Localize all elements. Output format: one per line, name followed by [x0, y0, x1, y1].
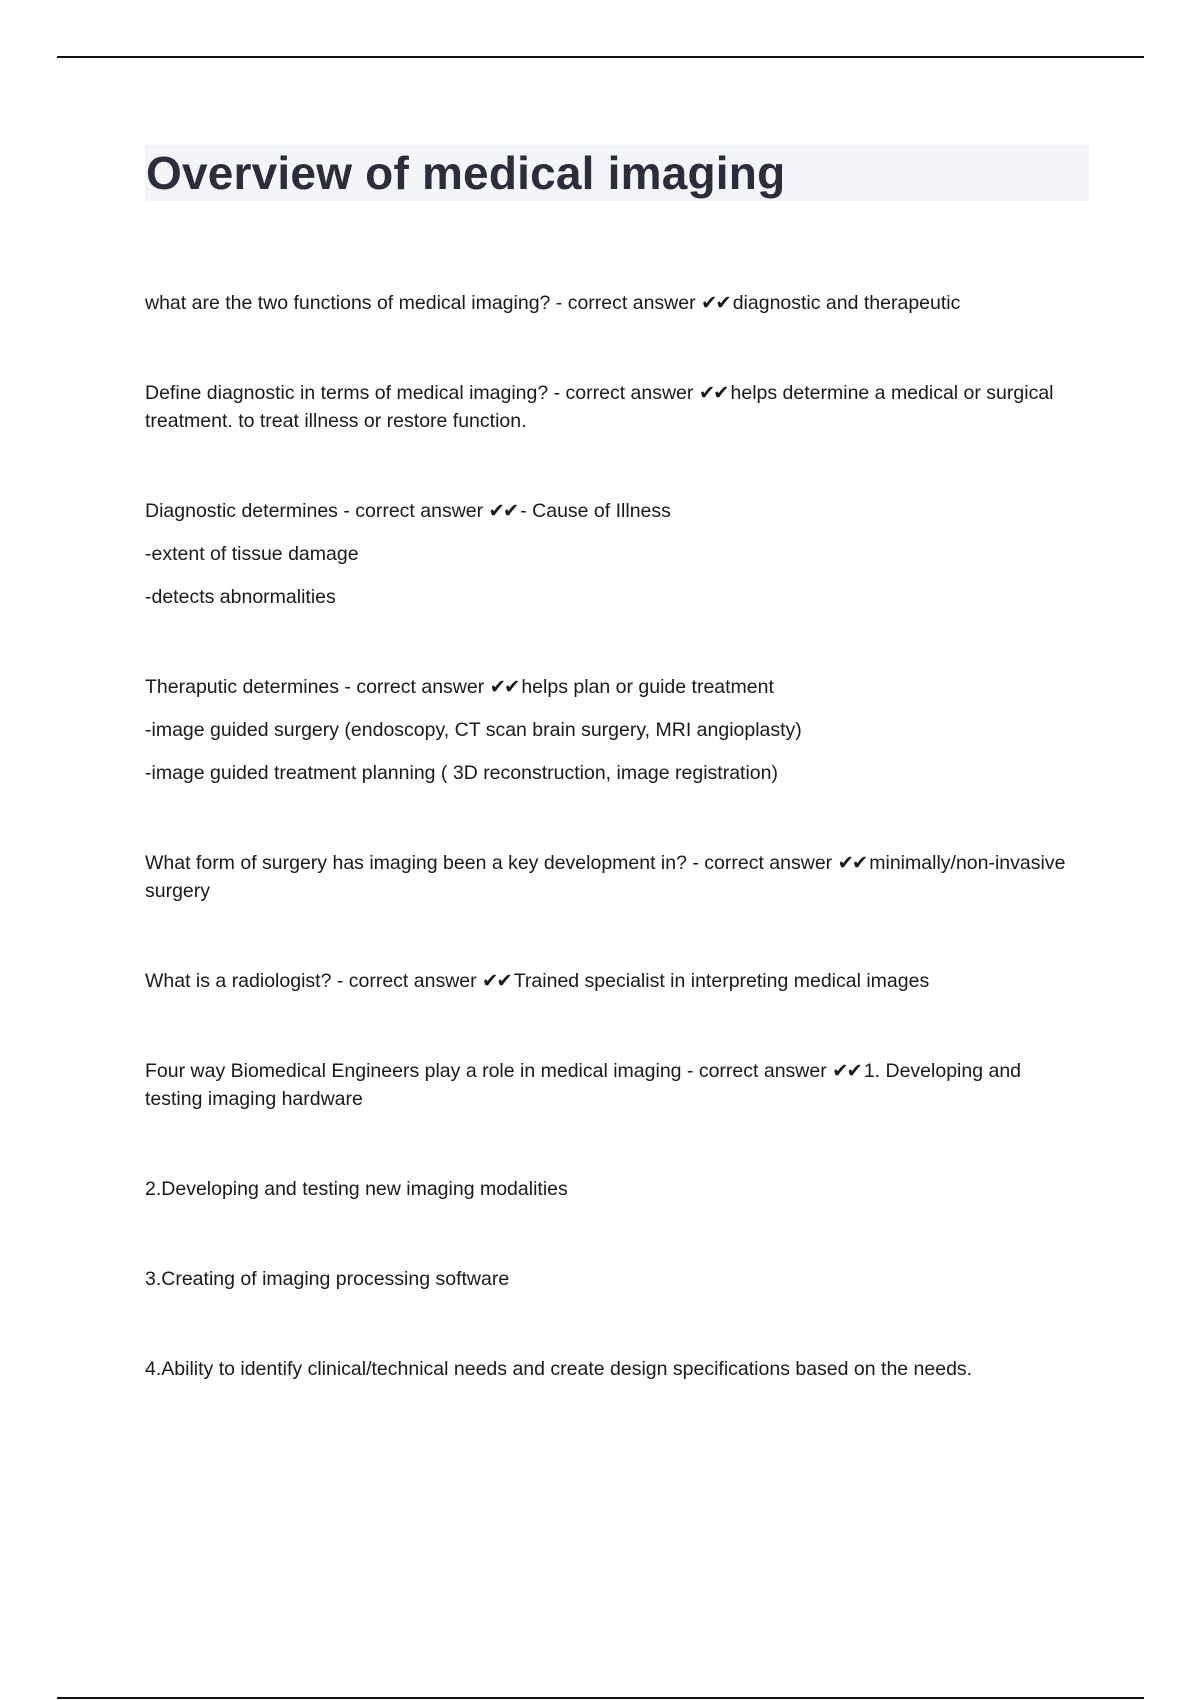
answer-text: minimally/non-invasive surgery: [145, 852, 1066, 902]
check-mark-icon: ✔✔: [698, 382, 728, 404]
qa-item: [145, 1057, 1075, 1113]
answer-text: diagnostic and therapeutic: [732, 292, 961, 314]
qa-line: [145, 673, 1075, 701]
document-body: [145, 289, 1075, 1445]
qa-line: [145, 849, 1075, 905]
question-text: Theraputic determines - correct answer: [145, 676, 490, 698]
question-text: Four way Biomedical Engineers play a role in medical imaging - correct answer: [145, 1060, 833, 1082]
check-mark-icon: ✔✔: [832, 1060, 861, 1082]
qa-line: [145, 289, 1075, 317]
question-text: Diagnostic determines - correct answer: [145, 500, 489, 522]
detail-line: -image guided treatment planning ( 3D reconstruction, image registration): [145, 762, 778, 784]
paragraph-text: 4.Ability to identify clinical/technical needs and create design specifications based on the needs.: [145, 1358, 973, 1380]
qa-item: [145, 379, 1075, 435]
header-rule: [57, 56, 1144, 58]
detail-line: -image guided surgery (endoscopy, CT scan brain surgery, MRI angioplasty): [145, 719, 802, 741]
qa-item: [145, 497, 1075, 611]
check-mark-icon: ✔✔: [701, 292, 730, 314]
qa-line: [145, 1057, 1075, 1113]
page-title: Overview of medical imaging: [146, 147, 786, 199]
answer-text: - Cause of Illness: [520, 500, 671, 522]
qa-item: [145, 673, 1075, 787]
qa-item: [145, 289, 1075, 317]
paragraph-item: [145, 1175, 1075, 1203]
answer-text: Trained specialist in interpreting medical images: [513, 970, 930, 992]
qa-line: [145, 967, 1075, 995]
qa-line: [145, 379, 1075, 435]
detail-line: -detects abnormalities: [145, 586, 336, 608]
question-text: what are the two functions of medical imaging? - correct answer: [145, 292, 702, 314]
question-text: Define diagnostic in terms of medical imaging? - correct answer: [145, 382, 699, 404]
check-mark-icon: ✔✔: [488, 500, 518, 522]
qa-item: [145, 967, 1075, 995]
paragraph-text: 3.Creating of imaging processing software: [145, 1268, 510, 1290]
qa-item: [145, 849, 1075, 905]
paragraph-item: [145, 1355, 1075, 1383]
answer-text: helps plan or guide treatment: [521, 676, 774, 698]
answer-text: 1. Developing and testing imaging hardware: [145, 1060, 1022, 1110]
check-mark-icon: ✔✔: [482, 970, 511, 992]
paragraph-item: [145, 1265, 1075, 1293]
check-mark-icon: ✔✔: [837, 852, 867, 874]
paragraph-text: 2.Developing and testing new imaging modalities: [145, 1178, 568, 1200]
footer-rule: [57, 1697, 1144, 1699]
qa-line: [145, 497, 1075, 525]
question-text: What is a radiologist? - correct answer: [145, 970, 483, 992]
question-text: What form of surgery has imaging been a key development in? - correct answer: [145, 852, 838, 874]
answer-text: helps determine a medical or surgical treatment. to treat illness or restore function.: [145, 382, 1054, 432]
check-mark-icon: ✔✔: [489, 676, 519, 698]
detail-line: -extent of tissue damage: [145, 543, 359, 565]
